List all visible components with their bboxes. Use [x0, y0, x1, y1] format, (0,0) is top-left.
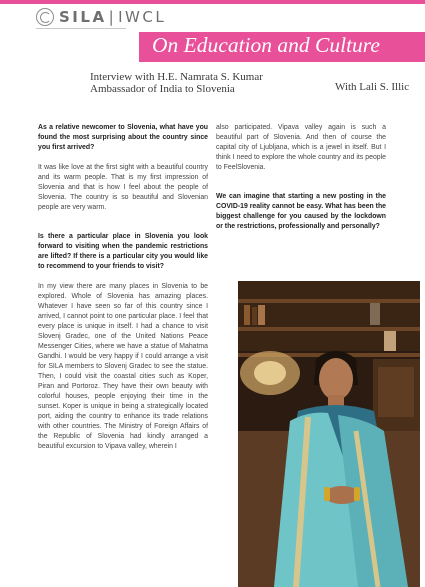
logo-text: SILA | IWCL	[59, 8, 167, 26]
byline: With Lali S. Illic	[335, 81, 410, 93]
answer-2-continued: also participated. Vipava valley again is such a beautiful part of Slovenia. And then of course the capital city of Ljubljana, which is a jewel in itself. But I think I need to explore the whole country and its people to FeelSlovenia.	[216, 124, 386, 171]
right-column	[216, 123, 386, 232]
sila-logo	[36, 7, 166, 27]
question-2: Is there a particular place in Slovenia you look forward to visiting when the pandemic restrictions are lifted? If there is a particular city you would like to recommend to your friends to visit?	[38, 233, 208, 270]
left-column	[38, 123, 208, 452]
interview-subtitle: Ambassador of India to Slovenia	[90, 83, 235, 95]
section-title: On Education and Culture	[152, 33, 380, 57]
logo-brand: SILA	[59, 8, 107, 26]
logo-underline	[36, 28, 126, 29]
sila-logo-icon	[36, 8, 54, 26]
ambassador-photo	[238, 281, 420, 587]
answer-2: In my view there are many places in Slovenia to be explored. Whole of Slovenia has amazing places. Whatever I have seen so far of this country since I arrived, I cannot point to one particular place. I feel that every place is unique in itself. I had a chance to visit Slovenj Gradec, one of the United Nations Peace Messenger Cities, where we have a statue of Mahatma Gandhi. I would be very happy if I could arrange a visit for SILA members to Slovenj Gradec to see the statue. Then, I could visit the coastal cities such as Koper, Piran and Portoroz. They have their own beauty with colorful houses, people enjoying their time in the sunset. Koper is unique in being a strategically located port, aiding the country to enhance its trade relations with other countries. The Ministry of Foreign Affairs of the Republic of Slovenia had kindly arranged a beautiful excursion to Vipava valley, wherein I	[38, 283, 208, 450]
top-accent-bar	[0, 0, 425, 4]
question-1: As a relative newcomer to Slovenia, what have you found the most surprising about the country since you first arrived?	[38, 124, 208, 151]
interview-title: Interview with H.E. Namrata S. Kumar	[90, 71, 263, 83]
answer-1: It was like love at the first sight with a beautiful country and its warm people. That is my first impression of Slovenia and that is how I feel about the people of Slovenia. The country is so beautiful and Slovenian people are very warm.	[38, 164, 208, 211]
logo-suffix: IWCL	[118, 8, 167, 26]
question-3: We can imagine that starting a new posting in the COVID-19 reality cannot be easy. What has been the biggest challenge for you caused by the lockdown or the restrictions, professionally and personally?	[216, 193, 386, 230]
